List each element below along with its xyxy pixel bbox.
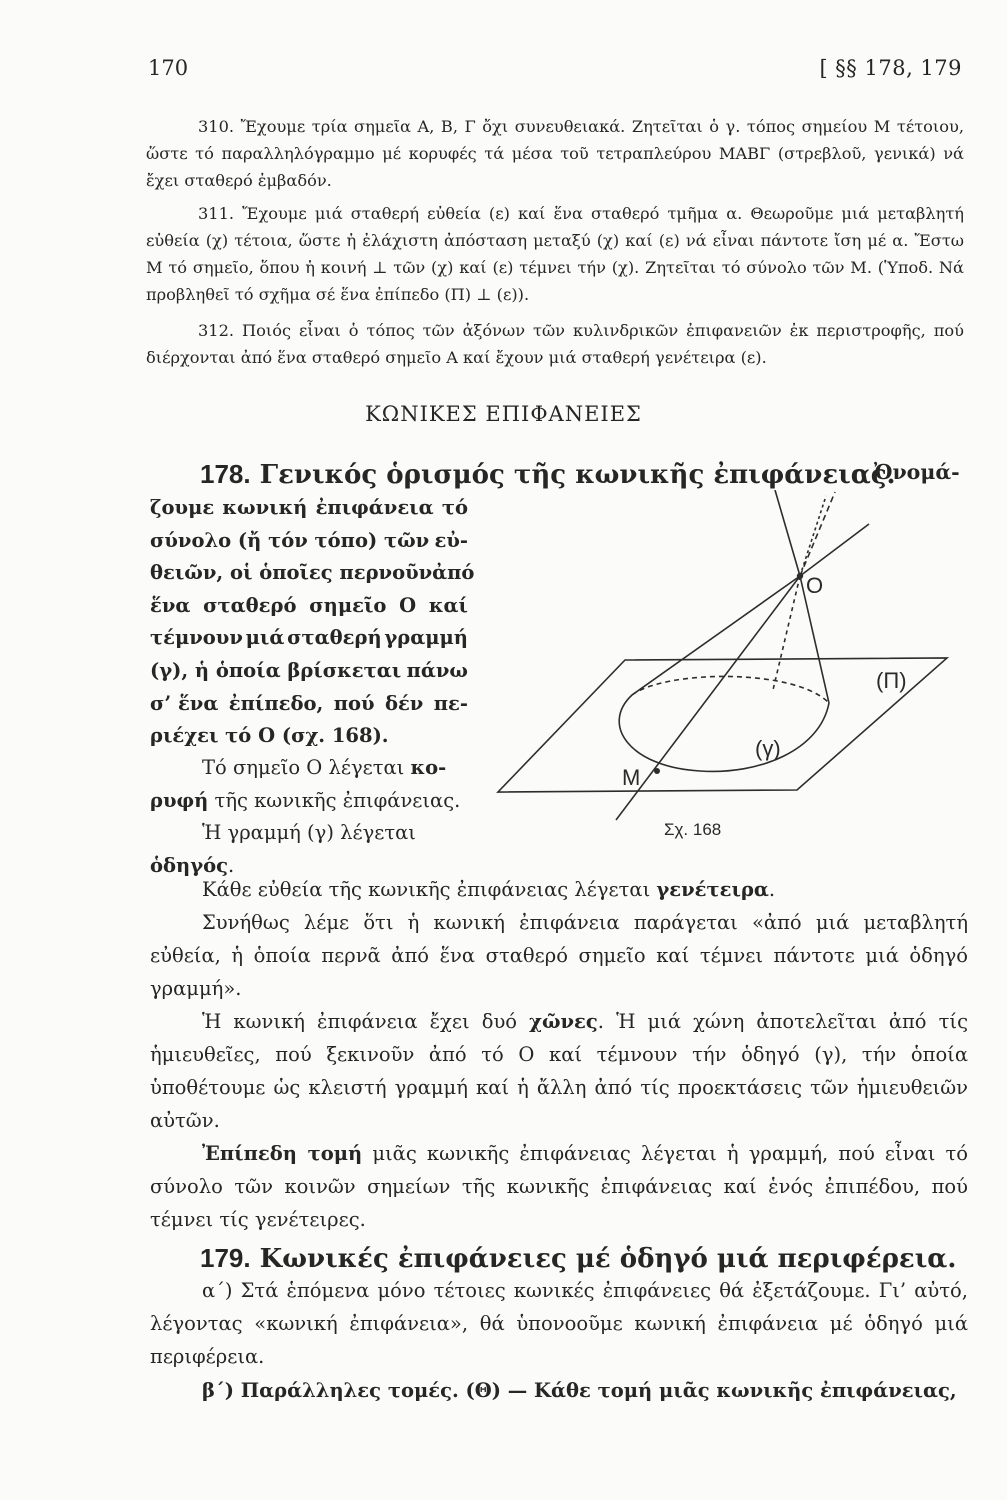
generation-paragraph: [150, 906, 968, 1005]
definition-word: καί: [428, 593, 468, 617]
definition-word: Ο: [399, 593, 417, 617]
plane-section-paragraph: [150, 1137, 968, 1236]
section-179-text-a: α΄) Στά ἑπόμενα μόνο τέτοιες κωνικές ἐπιφάνειες θά ἐξετάζουμε. Γι’ αὐτό, λέγοντας «κωνική ἐπιφάνεια», θά ὑπονοοῦμε κωνική ἐπιφάνεια μέ ὁδηγό μιά περιφέρεια.: [150, 1279, 968, 1368]
section-178-number: 178.: [200, 459, 251, 489]
definition-word: ἐπιφάνεια: [315, 496, 434, 519]
plane-section-term: Ἐπίπεδη τομή: [202, 1142, 363, 1165]
definition-line: [150, 622, 468, 655]
point-M: [654, 768, 660, 774]
label-gamma: (γ): [755, 736, 781, 761]
nappes-text-b: . Ἡ μιά χώνη ἀποτελεῖται ἀπό τίς ἡμιευθεῖες, πού ξεκινοῦν ἀπό τό Ο καί τέμνουν τήν ὁδηγό (γ), τήν ὁποία ὑποθέτουμε ὡς κλειστή γραμμή καί ἡ ἄλλη ἀπό τίς προεκτάσεις τῶν ἡμιευθειῶν αὐτῶν.: [150, 1010, 968, 1132]
label-plane-P: (Π): [876, 668, 907, 693]
guide-line-a: Ἡ γραμμή (γ) λέγεται: [202, 821, 416, 845]
generatrix-term: γενέτειρα: [656, 878, 769, 901]
generatrix-end: .: [768, 878, 776, 901]
figure-168: [490, 490, 970, 850]
vertex-definition: [150, 752, 468, 882]
chapter-title: ΚΩΝΙΚΕΣ ΕΠΙΦΑΝΕΙΕΣ: [365, 402, 642, 426]
definition-word: ριέχει τό Ο (σχ. 168).: [150, 724, 389, 748]
section-179-number: 179.: [200, 1243, 251, 1273]
definition-line: [150, 720, 468, 753]
section-179-paragraph-a: [150, 1274, 968, 1373]
vertex-term-b: ρυφή: [150, 788, 209, 812]
nappes-text-a: Ἡ κωνική ἐπιφάνεια ἔχει δυό: [202, 1010, 530, 1033]
label-O: Ο: [806, 573, 824, 598]
guide-circle-back: [632, 676, 829, 703]
extension-dashed: [800, 496, 826, 576]
figure-caption: Σχ. 168: [664, 820, 722, 839]
definition-word: σταθερό: [203, 593, 297, 617]
definition-word: τέμνουν: [150, 626, 243, 650]
section-reference: [ §§ 178, 179: [819, 56, 962, 80]
exercise-310: [146, 113, 964, 194]
exercise-311-text: 311. Ἔχουμε μιά σταθερή εὐθεία (ε) καί ἕνα σταθερό τμῆμα α. Θεωροῦμε μιά μεταβλητή εὐθεία (χ) τέτοια, ὥστε ἡ ἐλάχιστη ἀπόσταση μεταξύ (χ) καί (ε) νά εἶναι πάντοτε ἴση μέ α. Ἔστω Μ τό σημεῖο, ὅπου ἡ κοινή ⊥ τῶν (χ) καί (ε) τέμνει τήν (χ). Ζητεῖται τό σύνολο τῶν Μ. (Ὑποδ. Νά προβληθεῖ τό σχῆμα σέ ἕνα ἐπίπεδο (Π) ⊥ (ε)).: [146, 204, 964, 304]
definition-line: [150, 525, 468, 558]
definition-word: (γ), ἡ ὁποία βρίσκεται: [150, 658, 402, 682]
section-179-paragraph-b: [150, 1374, 968, 1407]
vertex-line-b: τῆς κωνικῆς ἐπιφάνειας.: [208, 788, 461, 812]
apex-line-2: [800, 524, 869, 576]
section-178-lead: Ὀνομά-: [874, 460, 960, 484]
definition-word: σ’ ἕνα: [150, 691, 219, 715]
generation-text: Συνήθως λέμε ὅτι ἡ κωνική ἐπιφάνεια παράγεται «ἀπό μιά μεταβλητή εὐθεία, ἡ ὁποία περνᾶ ἀπό ἕνα σταθερό σημεῖο καί τέμνει πάντοτε μιά ὁδηγό γραμμή».: [150, 911, 968, 1000]
definition-word: εὐ-: [434, 528, 468, 552]
definition-word: πε-: [433, 691, 468, 715]
vertex-O-point: [797, 573, 803, 579]
vertex-line-a: Τό σημεῖο Ο λέγεται: [202, 756, 411, 779]
definition-word: δέν: [384, 691, 424, 715]
guide-term: ὁδηγός: [150, 853, 228, 877]
section-178-title: Γενικός ὁρισμός τῆς κωνικῆς ἐπιφάνειας.: [259, 460, 896, 490]
exercise-312-text: 312. Ποιός εἶναι ὁ τόπος τῶν ἀξόνων τῶν κυλινδρικῶν ἐπιφανειῶν ἐκ περιστροφῆς, πού διέρχονται ἀπό ἕνα σταθερό σημεῖο Α καί ἔχουν μιά σταθερή γενέτειρα (ε).: [146, 321, 964, 367]
nappes-paragraph: [150, 1005, 968, 1137]
generatrix-text: Κάθε εὐθεία τῆς κωνικῆς ἐπιφάνειας λέγεται: [202, 878, 657, 901]
section-179-heading: [200, 1242, 956, 1275]
definition-line: [150, 492, 468, 525]
section-179-text-b: β΄) Παράλληλες τομές. (Θ) — Κάθε τομή μιᾶς κωνικῆς ἐπιφάνειας,: [202, 1379, 957, 1402]
definition-word: σημεῖο: [309, 593, 387, 617]
section-178-heading: [200, 458, 896, 491]
definition-word: ἕνα: [150, 593, 191, 617]
generatrix-through-M: [616, 576, 800, 820]
definition-text: [150, 492, 475, 753]
exercise-312: [146, 317, 964, 371]
definition-word: γραμμή: [384, 626, 468, 650]
page-header: [148, 56, 962, 88]
definition-word: σύνολο (ἤ τόν τόπο) τῶν: [150, 528, 430, 552]
vertex-term-a: κο-: [410, 756, 447, 779]
exercise-311: [146, 200, 964, 308]
generatrix-paragraph: [150, 873, 968, 906]
definition-word: κωνική: [222, 496, 308, 519]
apex-line-1: [775, 490, 800, 576]
definition-word: ζουμε: [150, 496, 215, 519]
definition-word: ἀπό: [432, 561, 475, 585]
definition-word: πάνω: [406, 658, 468, 682]
definition-line: [150, 688, 468, 721]
definition-line: [150, 655, 468, 688]
section-179-title: Κωνικές ἐπιφάνειες μέ ὁδηγό μιά περιφέρεια.: [259, 1244, 957, 1274]
definition-line: [150, 557, 475, 590]
definition-word: ἐπίπεδο,: [228, 691, 324, 715]
definition-word: τό: [441, 496, 468, 519]
definition-line: [150, 590, 468, 623]
definition-word: σταθερή: [287, 626, 382, 650]
label-M: Μ: [622, 765, 641, 790]
exercise-310-text: 310. Ἔχουμε τρία σημεῖα Α, Β, Γ ὄχι συνευθειακά. Ζητεῖται ὁ γ. τόπος σημείου Μ τέτοιου, ὥστε τό παραλληλόγραμμο μέ κορυφές τά μέσα τοῦ τετραπλεύρου ΜΑΒΓ (στρεβλοῦ, γενικά) νά ἔχει σταθερό ἐμβαδόν.: [146, 117, 964, 190]
definition-word: μιά: [245, 626, 285, 650]
definition-word: θειῶν, οἱ ὁποῖες περνοῦν: [150, 561, 433, 585]
nappes-term: χῶνες: [529, 1010, 598, 1033]
plane-section-text: μιᾶς κωνικῆς ἐπιφάνειας λέγεται ἡ γραμμή, πού εἶναι τό σύνολο τῶν κοινῶν σημείων τῆς κωνικῆς ἐπιφάνειας καί ἑνός ἐπιπέδου, πού τέμνει τίς γενέτειρες.: [150, 1142, 968, 1231]
guide-line-end: .: [227, 853, 235, 877]
guide-circle-front: [619, 695, 829, 771]
cone-generatrix-left: [632, 576, 800, 695]
page-number: 170: [148, 56, 189, 80]
definition-word: πού: [333, 691, 375, 715]
